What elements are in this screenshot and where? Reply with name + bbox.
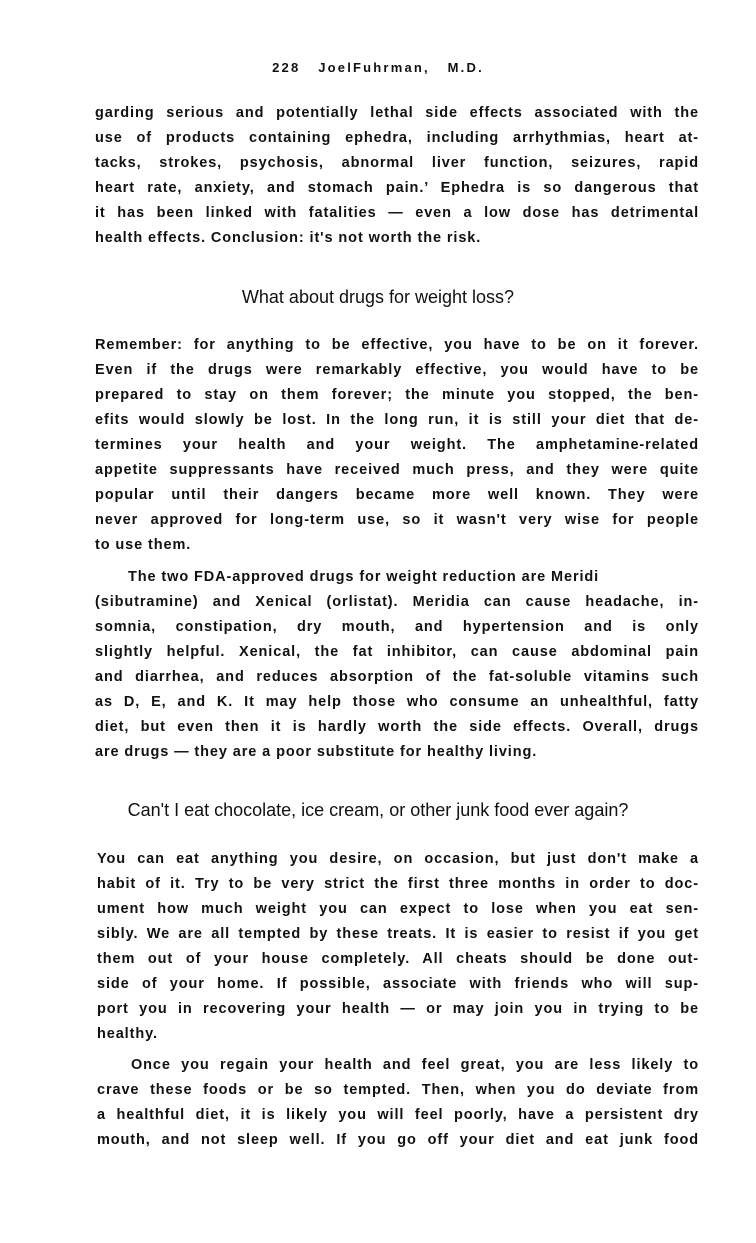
section-heading-junk-food: Can't I eat chocolate, ice cream, or other junk food ever again? xyxy=(127,800,629,820)
text-line: You can eat anything you desire, on occasion, but just don't make a xyxy=(97,851,699,867)
paragraph-ephedra xyxy=(95,101,699,251)
text-line: prepared to stay on them forever; the minute you stopped, the ben- xyxy=(95,387,699,403)
text-line: habit of it. Try to be very strict the first three months in order to doc- xyxy=(97,876,699,892)
text-line: port you in recovering your health — or may join you in trying to be xyxy=(97,1001,699,1017)
text-line: tacks, strokes, psychosis, abnormal liver function, seizures, rapid xyxy=(95,155,699,171)
text-line: ument how much weight you can expect to lose when you eat sen- xyxy=(97,901,699,917)
text-line: Remember: for anything to be effective, you have to be on it forever. xyxy=(95,337,699,353)
text-line: somnia, constipation, dry mouth, and hypertension and is only xyxy=(95,619,699,635)
section-heading-drugs: What about drugs for weight loss? xyxy=(241,287,515,307)
text-line: them out of your house completely. All cheats should be done out- xyxy=(97,951,699,967)
text-line: sibly. We are all tempted by these treats. It is easier to resist if you get xyxy=(97,926,699,942)
text-line: it has been linked with fatalities — even a low dose has detrimental xyxy=(95,205,699,221)
text-line: slightly helpful. Xenical, the fat inhibitor, can cause abdominal pain xyxy=(95,644,699,660)
text-line: a healthful diet, it is likely you will feel poorly, have a persistent dry xyxy=(97,1107,699,1123)
text-line: heart rate, anxiety, and stomach pain.’ Ephedra is so dangerous that xyxy=(95,180,699,196)
text-line: as D, E, and K. It may help those who consume an unhealthful, fatty xyxy=(95,694,699,710)
text-line: use of products containing ephedra, including arrhythmias, heart at- xyxy=(95,130,699,146)
text-line: (sibutramine) and Xenical (orlistat). Meridia can cause headache, in- xyxy=(95,594,699,610)
paragraph-junk-food xyxy=(97,847,699,1047)
text-line: and diarrhea, and reduces absorption of the fat-soluble vitamins such xyxy=(95,669,699,685)
text-line: side of your home. If possible, associate with friends who will sup- xyxy=(97,976,699,992)
text-line: appetite suppressants have received much press, and they were quite xyxy=(95,462,699,478)
text-line: garding serious and potentially lethal side effects associated with the xyxy=(95,105,699,121)
text-line: efits would slowly be lost. In the long run, it is still your diet that de- xyxy=(95,412,699,428)
text-line: to use them. xyxy=(95,537,192,553)
text-line: termines your health and your weight. The amphetamine-related xyxy=(95,437,699,453)
paragraph-regain-health xyxy=(97,1053,699,1153)
text-line: health effects. Conclusion: it's not worth the risk. xyxy=(95,230,482,246)
paragraph-drugs-intro xyxy=(95,333,699,558)
text-line: diet, but even then it is hardly worth the side effects. Overall, drugs xyxy=(95,719,699,735)
running-head: 228 JoelFuhrman, M.D. xyxy=(272,60,484,75)
paragraph-fda-drugs xyxy=(95,565,699,765)
text-line: Once you regain your health and feel great, you are less likely to xyxy=(131,1057,699,1073)
text-line: mouth, and not sleep well. If you go off your diet and eat junk food xyxy=(97,1132,699,1148)
text-line: popular until their dangers became more well known. They were xyxy=(95,487,699,503)
text-line: Even if the drugs were remarkably effective, you would have to be xyxy=(95,362,699,378)
text-line: never approved for long-term use, so it wasn't very wise for people xyxy=(95,512,699,528)
text-line: The two FDA-approved drugs for weight reduction are Meridi xyxy=(128,569,600,585)
text-line: healthy. xyxy=(97,1026,158,1042)
text-line: crave these foods or be so tempted. Then, when you do deviate from xyxy=(97,1082,699,1098)
text-line: are drugs — they are a poor substitute for healthy living. xyxy=(95,744,538,760)
